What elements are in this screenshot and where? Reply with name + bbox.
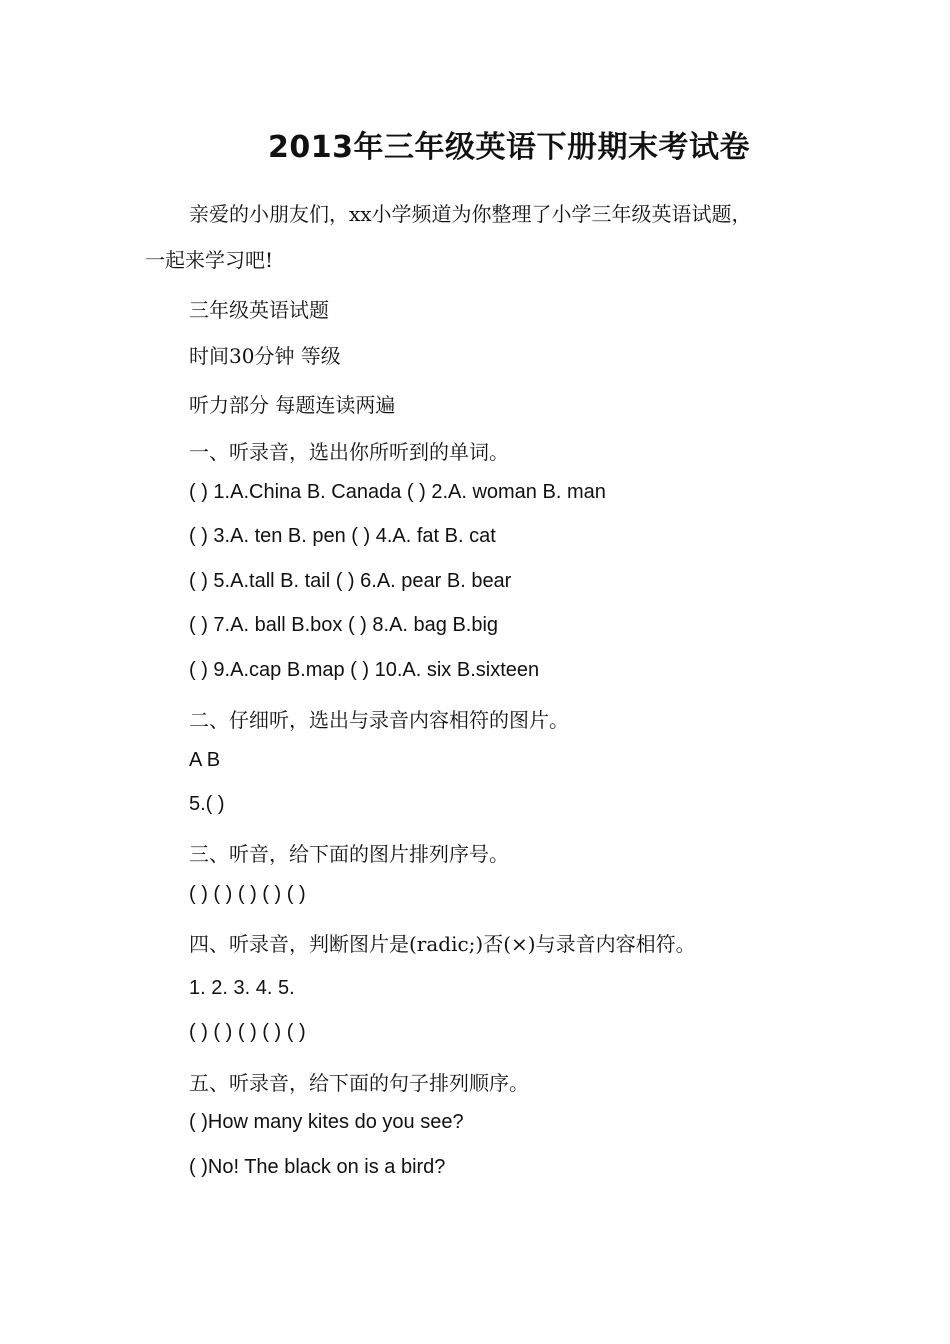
answer-blanks: ( ) ( ) ( ) ( ) ( ) [189,883,306,905]
sentence-line: ( )How many kites do you see? [189,1111,464,1133]
answer-blank: 5.( ) [189,793,225,815]
part-5-heading: 五、听录音，给下面的句子排列顺序。 [189,1071,529,1095]
time-grade-line: 时间30分钟 等级 [189,344,341,368]
sentence-line: ( )No! The black on is a bird? [189,1156,446,1178]
part-4-heading: 四、听录音，判断图片是(radic;)否(×)与录音内容相符。 [189,932,696,956]
part-1-heading: 一、听录音，选出你所听到的单词。 [189,440,509,464]
question-line: ( ) 9.A.cap B.map ( ) 10.A. six B.sixteen [189,659,540,681]
part-2-heading: 二、仔细听，选出与录音内容相符的图片。 [189,708,569,732]
section-heading: 三年级英语试题 [189,298,329,322]
question-line: ( ) 1.A.China B. Canada ( ) 2.A. woman B. man [189,481,606,503]
listening-note: 听力部分 每题连读两遍 [189,393,396,417]
question-line: ( ) 3.A. ten B. pen ( ) 4.A. fat B. cat [189,525,496,547]
part-3-heading: 三、听音，给下面的图片排列序号。 [189,842,509,866]
answer-blanks: ( ) ( ) ( ) ( ) ( ) [189,1021,306,1043]
document-title: 2013年三年级英语下册期末考试卷 [268,130,750,165]
intro-line-1: 亲爱的小朋友们，xx小学频道为你整理了小学三年级英语试题， [189,202,752,226]
intro-line-2: 一起来学习吧! [145,248,274,272]
question-line: ( ) 7.A. ball B.box ( ) 8.A. bag B.big [189,614,499,636]
numbers-line: 1. 2. 3. 4. 5. [189,977,295,999]
question-line: ( ) 5.A.tall B. tail ( ) 6.A. pear B. bear [189,570,512,592]
option-labels: A B [189,749,221,771]
